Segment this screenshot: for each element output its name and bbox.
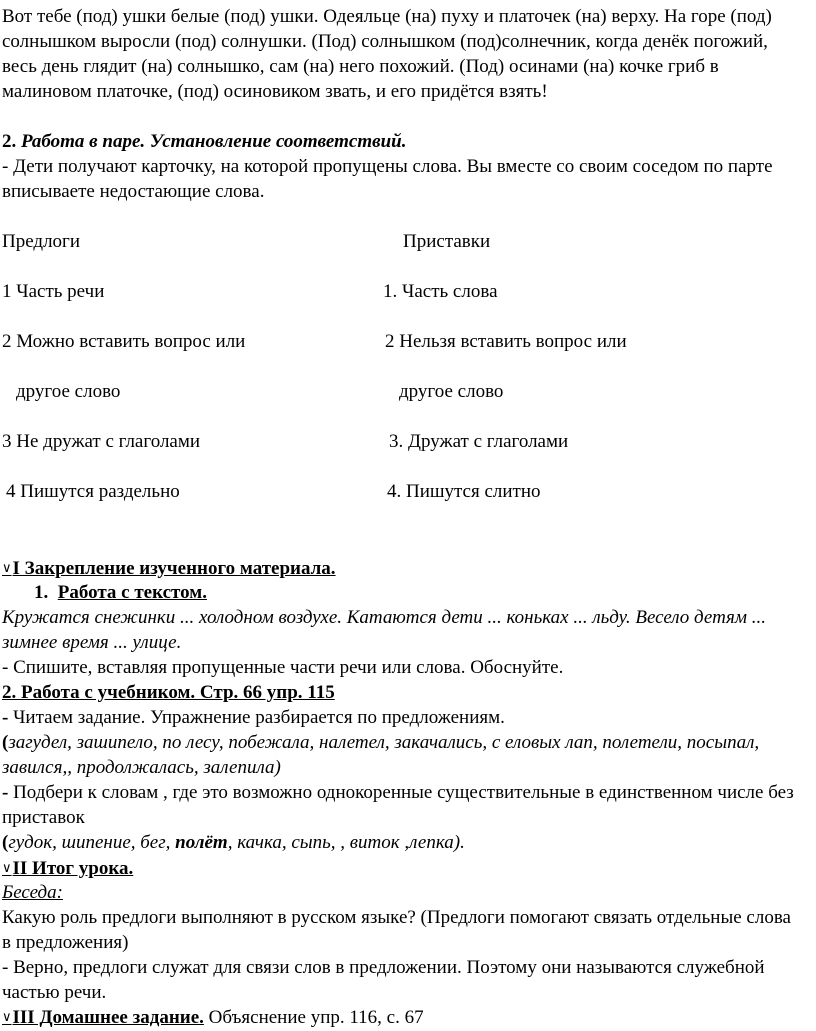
intro-paragraph: Вот тебе (под) ушки белые (под) ушки. Одеяльце (на) пуху и платочек (на) верху. На горе (под) солнышком выросли (под) солнушки. (Под) солнышком (под)солнечник, когда денёк погожий, весь день глядит (на) солнышко, сам (на) него похожий. (Под) осинами (на) кочке гриб в малиновом платочке, (под) осиновиком звать, и его придётся взять! xyxy=(2,6,772,102)
sub1-heading xyxy=(34,580,796,605)
section-vii xyxy=(2,1004,796,1030)
check-mark-icon: ∨ xyxy=(2,1009,12,1024)
paren-open-2: ( xyxy=(2,832,9,853)
sub2-title: 2. Работа с учебником. Стр. 66 упр. 115 xyxy=(2,682,335,703)
section-vi-title: II Итог урока. xyxy=(12,858,134,879)
col-left-header: Предлоги xyxy=(2,231,81,252)
section-v-title: I Закрепление изученного материала. xyxy=(12,558,336,579)
sub2-words2-b: , качка, сыпь, , виток ,лепка). xyxy=(227,832,465,853)
left-item-2-cont: другое слово xyxy=(16,381,121,402)
right-item-1: 1. Часть слова xyxy=(383,281,498,302)
sub1-number: 1. xyxy=(34,582,49,603)
sub2-words2 xyxy=(2,830,796,855)
right-item-3: 3. Дружат с глаголами xyxy=(389,431,569,452)
sub2-line2 xyxy=(2,780,796,830)
sub2-line2-text: Подбери к словам , где это возможно однокоренные существительные в единственном числе без приставок xyxy=(2,782,794,828)
dash-2: - xyxy=(2,782,9,803)
right-item-2: 2 Нельзя вставить вопрос или xyxy=(385,331,627,352)
section-vi-answer: - Верно, предлоги служат для связи слов в предложении. Поэтому они называются служебной частью речи. xyxy=(2,957,765,1003)
right-item-2-cont: другое слово xyxy=(399,381,504,402)
section-vii-heading xyxy=(2,1007,204,1028)
task2-heading xyxy=(2,129,796,154)
sub1-text: Кружатся снежинки ... холодном воздухе. Катаются дети ... коньках ... льду. Весело детям ... зимнее время ... улице. xyxy=(2,607,766,653)
check-mark-icon: ∨ xyxy=(2,860,12,875)
section-vii-title: III Домашнее задание. xyxy=(12,1007,204,1028)
sub1-title: Работа с текстом. xyxy=(57,582,207,603)
section-vi-heading xyxy=(2,855,796,881)
task2-instructions: - Дети получают карточку, на которой пропущены слова. Вы вместе со своим соседом по парте вписываете недостающие слова. xyxy=(2,156,773,202)
sub2-line1-text: Читаем задание. Упражнение разбирается по предложениям. xyxy=(8,707,505,728)
task2-number: 2. xyxy=(2,131,17,152)
left-item-1: 1 Часть речи xyxy=(2,281,105,302)
sub1-instruction: - Спишите, вставляя пропущенные части речи или слова. Обоснуйте. xyxy=(2,657,564,678)
col-right-header: Приставки xyxy=(403,231,491,252)
left-item-2: 2 Можно вставить вопрос или xyxy=(2,331,246,352)
sub2-words2-a: гудок, шипение, бег, xyxy=(8,832,176,853)
sub2-line1 xyxy=(2,705,796,730)
paren-open-1: ( xyxy=(2,732,9,753)
task2-title: Работа в паре. Установление соответствий. xyxy=(21,131,407,152)
section-v-heading xyxy=(2,555,796,581)
section-vi-question: Какую роль предлоги выполняют в русском языке? (Предлоги помогают связать отдельные слова в предложения) xyxy=(2,907,791,953)
right-item-4: 4. Пишутся слитно xyxy=(387,481,541,502)
left-item-3: 3 Не дружат с глаголами xyxy=(2,431,201,452)
section-vi-subheading: Беседа: xyxy=(2,882,63,903)
section-vii-text: Объяснение упр. 116, с. 67 xyxy=(203,1007,424,1028)
dash-1: - xyxy=(2,707,9,728)
left-item-4: 4 Пишутся раздельно xyxy=(6,481,180,502)
sub2-words2-bold: полёт xyxy=(175,832,228,853)
check-mark-icon: ∨ xyxy=(2,560,12,575)
sub2-words1 xyxy=(2,730,796,780)
sub2-words1-text: загудел, зашипело, по лесу, побежала, налетел, закачались, с еловых лап, полетели, посыпал, завился,, продолжалась, залепила) xyxy=(2,732,760,778)
